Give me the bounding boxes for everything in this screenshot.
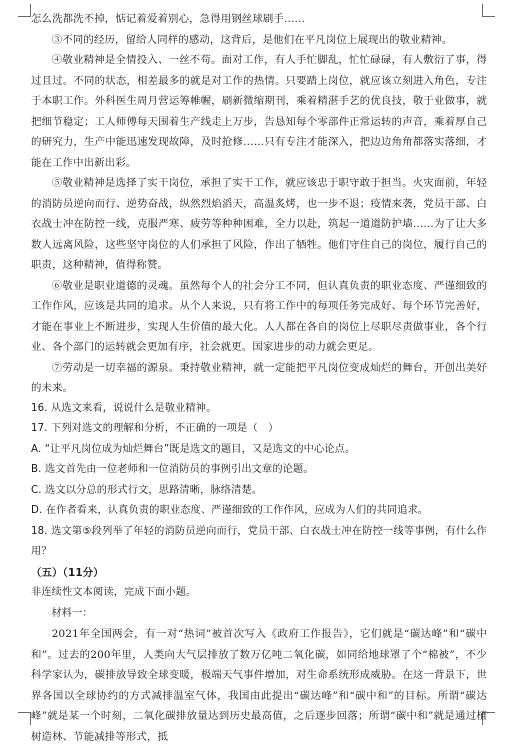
- question-17-option-d: D. 在作者看来，认真负责的职业态度、严谨细致的工作作风，应成为人们的共同追求。: [31, 505, 429, 516]
- passage-paragraph-4: ④敬业精神是全情投入、一丝不苟。面对工作，有人手忙脚乱，忙忙碌碌，有人敷衍了事，得过且过。不同的状态，相差最多的就是对工作的热情。只要踏上岗位，就应该立刻进入角色，专注于本职工作。外科医生周月营运筹帷幄，刷新微缩期刊，乘着精湛手艺的优良技，敬于业做事，就把细节稳定；工人师傅每天围着生产线走上万步，告恳知每个零部件正常运转的声音，乘着厚自己的研究力，生产中能迅速发现故障，及时抢修……只有专注才能深入，把边边角角都落实落细，才能在工作中出新出彩。: [31, 54, 487, 169]
- section-5-instruction: 非连续性文本阅读，完成下面小题。: [31, 587, 197, 598]
- question-16: 16. 从选文来看，说说什么是敬业精神。: [31, 402, 217, 414]
- passage-paragraph-2-end: 怎么洗都洗不掉，惦记着爱着别心，急得用钢丝球刷手……: [31, 13, 306, 25]
- question-17: 17. 下列对选文的理解和分析，不正确的一项是（ ）: [31, 423, 279, 434]
- crop-mark-bottom-left: [18, 712, 31, 725]
- passage-paragraph-7: ⑦劳动是一切幸福的源泉。秉持敬业精神，就一定能把平凡岗位变成灿烂的舞台，开创出美好的未来。: [31, 361, 487, 394]
- crop-mark-top-left: [18, 4, 31, 17]
- material-1-label: 材料一：: [51, 607, 93, 619]
- passage-paragraph-3: ③不同的经历，留给人同样的感动，这背后，是他们在平凡岗位上展现出的敬业精神。: [51, 33, 453, 46]
- question-17-option-c: C. 选文以分总的形式行文，思路清晰，脉络清楚。: [31, 484, 263, 496]
- material-1-text: 2021年全国两会，有一对“热词”被首次写入《政府工作报告》，它们就是“碳达峰”和“碳中和”。过去的200年里，人类向大气层排放了数万亿吨二氧化碳，如同给地球罩了个“棉被”，不少科学家认为，碳排放导致全球变暖，极端天气事件增加，对生命系统形成威胁。在这一背景下，世界各国以全球协约的方式减排温室气体，我国由此提出“碳达峰”和“碳中和”的目标。所谓“碳达峰”就是某一个时刻，二氧化碳排放量达到历史最高值，之后逐步回落；所谓“碳中和”就是通过植树造林、节能减排等形式，抵: [31, 628, 487, 743]
- question-17-option-b: B. 选文首先由一位老师和一位消防员的事例引出文章的论题。: [31, 464, 314, 475]
- question-18: 18. 选文第⑤段列举了年轻的消防员逆向而行，党员干部、白衣战士冲在防控一线等事例，有什么作用？: [31, 525, 487, 557]
- passage-paragraph-6: ⑥敬业是职业道德的灵魂。虽然每个人的社会分工不同，但认真负责的职业态度、严谨细致的工作作风，应该是共同的追求。从个人来说，只有将工作中的每项任务完成好、每个环节完善好，才能在事业上不断进步，实现人生价值的最大化。人人都在各自的岗位上尽职尽责做事业，各个行业、各个部门的运转就会更加有序，社会就更。国家进步的动力就会更足。: [31, 279, 487, 353]
- question-17-option-a: A. “让平凡岗位成为灿烂舞台”既是选文的题目，又是选文的中心论点。: [31, 443, 356, 455]
- section-5-title: （五）（11分）: [31, 566, 104, 579]
- passage-paragraph-5: ⑤敬业精神是选择了实干岗位，承担了实干工作，就应该忠于职守敢于担当。火灾面前，年轻的消防员逆向而行、逆势奋战，纵然烈焰滔天，高温炙烤，也一步不退；疫情来袭，党员干部、白衣战士冲在防控一线，克服严寒、疲劳等种种困难，全力以赴，筑起一道道防护墙……为了让大多数人远离风险，这些坚守岗位的人们承担了风险，作出了牺牲。他们守住自己的岗位，履行自己的职责，这种精神，值得称赞。: [31, 177, 487, 271]
- document-page: [31, 9, 487, 747]
